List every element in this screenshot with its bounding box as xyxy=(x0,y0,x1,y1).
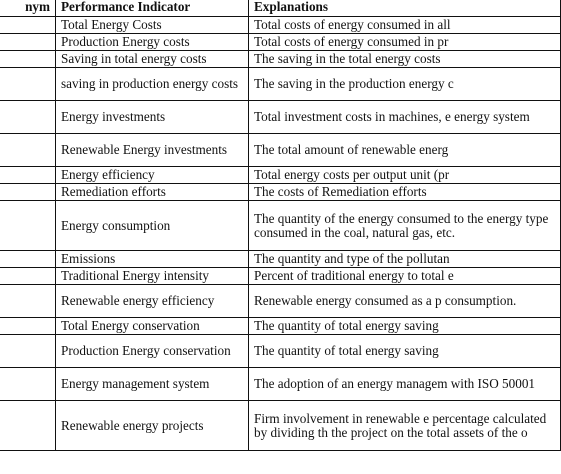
explanation-cell: The quantity and type of the pollutan xyxy=(249,251,561,268)
indicator-cell: Traditional Energy intensity xyxy=(56,268,249,285)
acronym-cell xyxy=(0,285,56,318)
table-row xyxy=(0,134,561,167)
acronym-cell xyxy=(0,51,56,68)
header-performance-indicator: Performance Indicator xyxy=(56,0,249,17)
table-row xyxy=(0,34,561,51)
acronym-cell xyxy=(0,167,56,184)
table-row xyxy=(0,251,561,268)
table-row xyxy=(0,368,561,401)
indicator-cell: Emissions xyxy=(56,251,249,268)
explanation-cell: Percent of traditional energy to total e xyxy=(249,268,561,285)
acronym-cell xyxy=(0,335,56,368)
indicator-cell: Renewable Energy investments xyxy=(56,134,249,167)
indicator-cell: Energy consumption xyxy=(56,201,249,251)
acronym-cell xyxy=(0,134,56,167)
table-row xyxy=(0,167,561,184)
indicator-cell: Total Energy Costs xyxy=(56,17,249,34)
indicator-cell: Energy efficiency xyxy=(56,167,249,184)
explanation-cell: The quantity of total energy saving xyxy=(249,318,561,335)
explanation-cell: Firm involvement in renewable e percentage calculated by dividing th the project on the total assets of the o xyxy=(249,401,561,451)
table-row xyxy=(0,285,561,318)
indicator-cell: Production Energy costs xyxy=(56,34,249,51)
indicator-cell: Energy management system xyxy=(56,368,249,401)
table-row xyxy=(0,201,561,251)
table-row xyxy=(0,68,561,101)
explanation-cell: The total amount of renewable energ xyxy=(249,134,561,167)
explanation-cell: The adoption of an energy managem with ISO 50001 xyxy=(249,368,561,401)
header-explanations: Explanations xyxy=(249,0,561,17)
indicator-cell: saving in production energy costs xyxy=(56,68,249,101)
explanation-cell: The quantity of the energy consumed to the energy type consumed in the coal, natural gas, etc. xyxy=(249,201,561,251)
header-acronym: nym xyxy=(0,0,56,17)
explanation-cell: Total costs of energy consumed in all xyxy=(249,17,561,34)
indicator-cell: Energy investments xyxy=(56,101,249,134)
acronym-cell xyxy=(0,101,56,134)
table-row xyxy=(0,335,561,368)
acronym-cell xyxy=(0,401,56,451)
explanation-cell: Renewable energy consumed as a p consumption. xyxy=(249,285,561,318)
acronym-cell xyxy=(0,368,56,401)
explanation-cell: Total costs of energy consumed in pr xyxy=(249,34,561,51)
indicator-cell: Renewable energy efficiency xyxy=(56,285,249,318)
table-row xyxy=(0,17,561,34)
acronym-cell xyxy=(0,184,56,201)
explanation-cell: The saving in the production energy c xyxy=(249,68,561,101)
acronym-cell xyxy=(0,251,56,268)
indicator-cell: Renewable energy projects xyxy=(56,401,249,451)
table-row xyxy=(0,184,561,201)
table-row xyxy=(0,101,561,134)
indicator-cell: Saving in total energy costs xyxy=(56,51,249,68)
table-row xyxy=(0,268,561,285)
indicator-cell: Remediation efforts xyxy=(56,184,249,201)
acronym-cell xyxy=(0,34,56,51)
explanation-cell: The costs of Remediation efforts xyxy=(249,184,561,201)
explanation-cell: Total investment costs in machines, e energy system xyxy=(249,101,561,134)
acronym-cell xyxy=(0,68,56,101)
acronym-cell xyxy=(0,268,56,285)
table-header-row xyxy=(0,0,561,17)
indicator-cell: Production Energy conservation xyxy=(56,335,249,368)
acronym-cell xyxy=(0,17,56,34)
table-row xyxy=(0,318,561,335)
acronym-cell xyxy=(0,318,56,335)
table-row xyxy=(0,51,561,68)
explanation-cell: The quantity of total energy saving xyxy=(249,335,561,368)
acronym-cell xyxy=(0,201,56,251)
explanation-cell: Total energy costs per output unit (pr xyxy=(249,167,561,184)
explanation-cell: The saving in the total energy costs xyxy=(249,51,561,68)
indicator-cell: Total Energy conservation xyxy=(56,318,249,335)
table-row xyxy=(0,401,561,451)
